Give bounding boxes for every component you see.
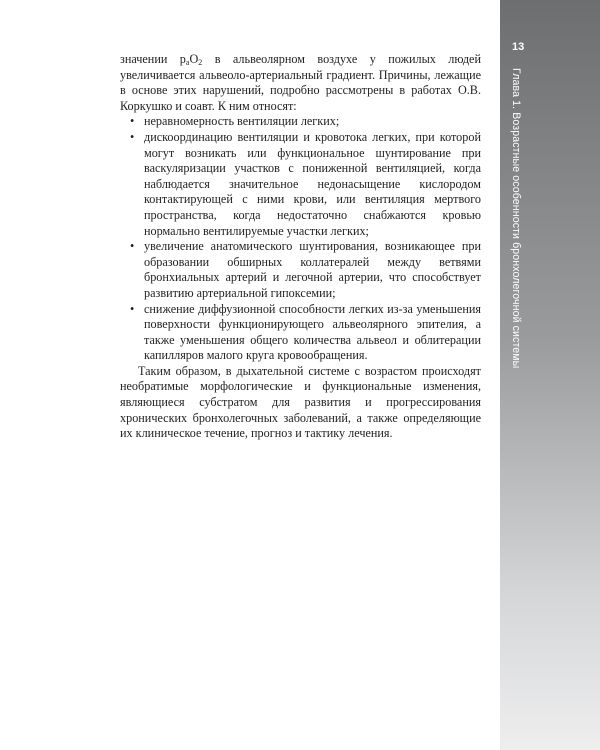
intro-prefix: значении р: [120, 52, 186, 66]
conclusion-paragraph: Таким образом, в дыхательной системе с возрастом происходят необратимые морфологические и функциональные изменения, являющиеся субстратом для развития и прогрессирования хронических бронхолегочных заболеваний, а также определяющие их клиническое течение, прогноз и тактику лечения.: [120, 363, 481, 441]
body-text: [120, 52, 481, 442]
intro-suffix: в альвеолярном воздухе у пожилых людей увеличивается альвеоло-артериальный градиент. Причины, лежащие в основе этих нарушений, подробно рассмотрены в работах О.В. Коркушко и соавт. К ним относят:: [120, 52, 481, 113]
intro-paragraph: [120, 52, 481, 114]
list-item: • снижение диффузионной способности легких из-за уменьшения поверхности функционирующего альвеолярного эпителия, а также уменьшения общего количества альвеол и облитерации капилляров малого круга кровообращения.: [120, 302, 481, 364]
page-number: 13: [512, 41, 525, 53]
oxygen-symbol: O: [189, 52, 199, 66]
subscript-2: 2: [198, 58, 203, 67]
list-item: • неравномерность вентиляции легких;: [120, 114, 481, 130]
causes-list: [120, 114, 481, 364]
list-item: • дискоординацию вентиляции и кровотока легких, при которой могут возникать или функциональное шунтирование при васкуляризации участков с пониженной вентиляцией, когда наблюдается значительное недонасыщение кислородом контактирующей с ними крови, или вентиляция мертвого пространства, когда недостаточно снабжаются кровью нормально вентилируемые участки легких;: [120, 130, 481, 239]
list-item: • увеличение анатомического шунтирования, возникающее при образовании обширных коллатералей между ветвями бронхиальных артерий и легочной артерии, что способствует развитию артериальной гипоксемии;: [120, 239, 481, 301]
subscript-a: а: [185, 58, 190, 67]
chapter-title: Глава 1. Возрастные особенности бронхолегочной системы: [510, 68, 522, 369]
